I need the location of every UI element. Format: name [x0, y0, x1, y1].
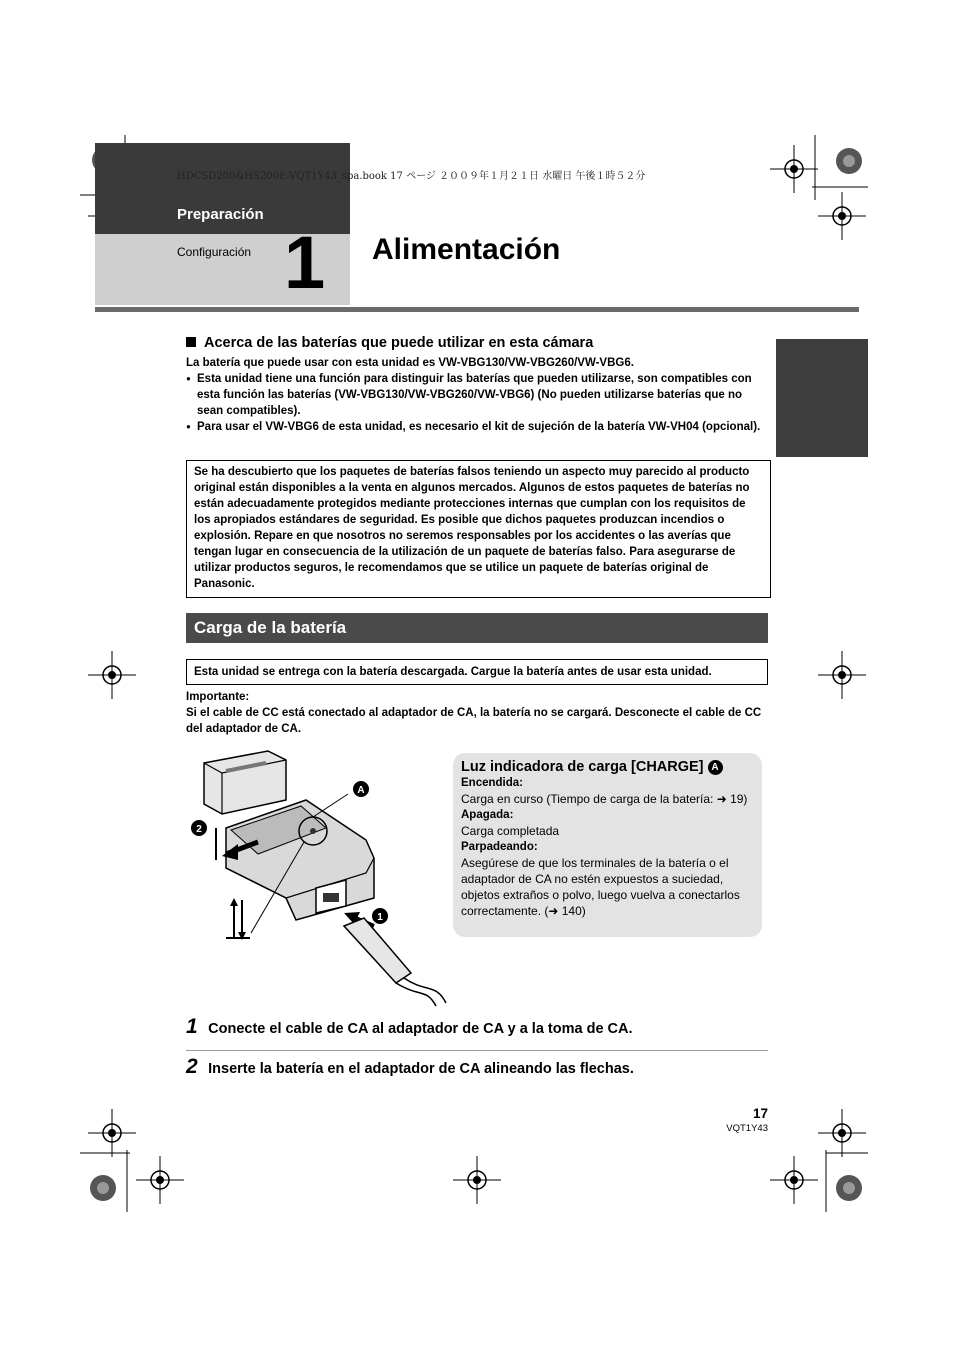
page-number: 17 [752, 1106, 768, 1121]
registration-mark-icon [818, 651, 866, 699]
marker-1: 1 [377, 912, 383, 923]
batteries-bullet: ● Para usar el VW-VBG6 de esta unidad, es necesario el kit de sujeción de la batería VW-VH04 (opcional). [186, 419, 761, 435]
starburst-mark-icon [812, 135, 868, 200]
registration-mark-icon [136, 1156, 184, 1204]
header-rule [95, 307, 859, 312]
square-bullet-icon [186, 337, 196, 347]
important-text: Si el cable de CC está conectado al adaptador de CA, la batería no se cargará. Desconecte el cable de CC del adaptador de CA. [186, 707, 762, 735]
marker-a-badge: A [708, 760, 723, 775]
registration-mark-icon [770, 1156, 818, 1204]
step-text: Conecte el cable de CA al adaptador de CA y a la toma de CA. [208, 1021, 633, 1037]
warning-box: Se ha descubierto que los paquetes de baterías falsos teniendo un aspecto muy parecido al producto original están disponibles a la venta en algunos mercados. Algunos de estos paquetes de baterías no están adecuadamente protegidos mediante protecciones internas que cumplan con los requisitos de los apropiados estándares de seguridad. Es posible que dichos paquetes produzcan incendios o explosión. Repare en que nosotros no seremos responsables por los accidentes o las averías que tengan lugar en consecuencia de la utilización de un paquete de baterías falso. Para asegurarse de utilizar productos seguros, le recomendamos que se utilice un paquete de baterías original de Panasonic. [186, 460, 771, 598]
starburst-mark-icon [80, 1150, 130, 1212]
registration-mark-icon [770, 145, 818, 193]
batteries-intro: La batería que puede usar con esta unidad es VW-VBG130/VW-VBG260/VW-VBG6. [186, 357, 634, 369]
section-label: Preparación [177, 206, 264, 223]
registration-mark-icon [88, 651, 136, 699]
step-1 [186, 1015, 768, 1039]
batteries-heading: Acerca de las baterías que puede utilizar en esta cámara [186, 335, 593, 351]
batteries-bullet: ● Esta unidad tiene una función para distinguir las baterías que pueden utilizarse, son compatibles con esta función las baterías (VW-VBG130/VW-VBG260/VW-VBG6) (No pueden utilizarse baterías que no sean compatibles). [186, 371, 761, 419]
document-code: VQT1Y43 [726, 1123, 768, 1134]
marker-a: A [357, 785, 365, 796]
step-divider [186, 1050, 768, 1051]
charger-illustration [186, 748, 456, 1010]
section-band: Carga de la batería [186, 613, 768, 643]
indicator-blink-text: Asegúrese de que los terminales de la batería o el adaptador de CA no estén expuestos a suciedad, objetos extraños o polvo, luego vuelva a conectarlos correctamente. (➜ 140) [461, 856, 740, 918]
subsection-label: Configuración [177, 245, 252, 259]
important-note [186, 689, 766, 737]
indicator-content [461, 759, 759, 919]
indicator-blink-label: Parpadeando: [461, 841, 538, 853]
registration-mark-icon [453, 1156, 501, 1204]
batteries-body [186, 355, 761, 435]
indicator-on-text: Carga en curso (Tiempo de carga de la batería: ➜ 19) [461, 792, 748, 806]
side-tab [776, 339, 868, 457]
indicator-off-label: Apagada: [461, 809, 514, 821]
step-text: Inserte la batería en el adaptador de CA alineando las flechas. [208, 1061, 634, 1077]
file-note: HDCSD200&HS200E-VQT1Y43_spa.book 17 ページ ２００９年１月２１日 水曜日 午後１時５２分 [177, 171, 646, 182]
step-number: 1 [186, 1015, 198, 1038]
indicator-on-label: Encendida: [461, 777, 523, 789]
important-label: Importante: [186, 691, 250, 703]
page-title: Alimentación [372, 233, 561, 266]
step-number: 2 [186, 1055, 198, 1078]
step-2 [186, 1055, 768, 1079]
starburst-mark-icon [812, 1150, 868, 1212]
indicator-title: Luz indicadora de carga [CHARGE] A [461, 759, 759, 775]
chapter-number: 1 [284, 221, 326, 304]
indicator-off-text: Carga completada [461, 824, 560, 838]
marker-2: 2 [196, 824, 202, 835]
notice-box: Esta unidad se entrega con la batería descargada. Cargue la batería antes de usar esta unidad. [186, 659, 768, 685]
